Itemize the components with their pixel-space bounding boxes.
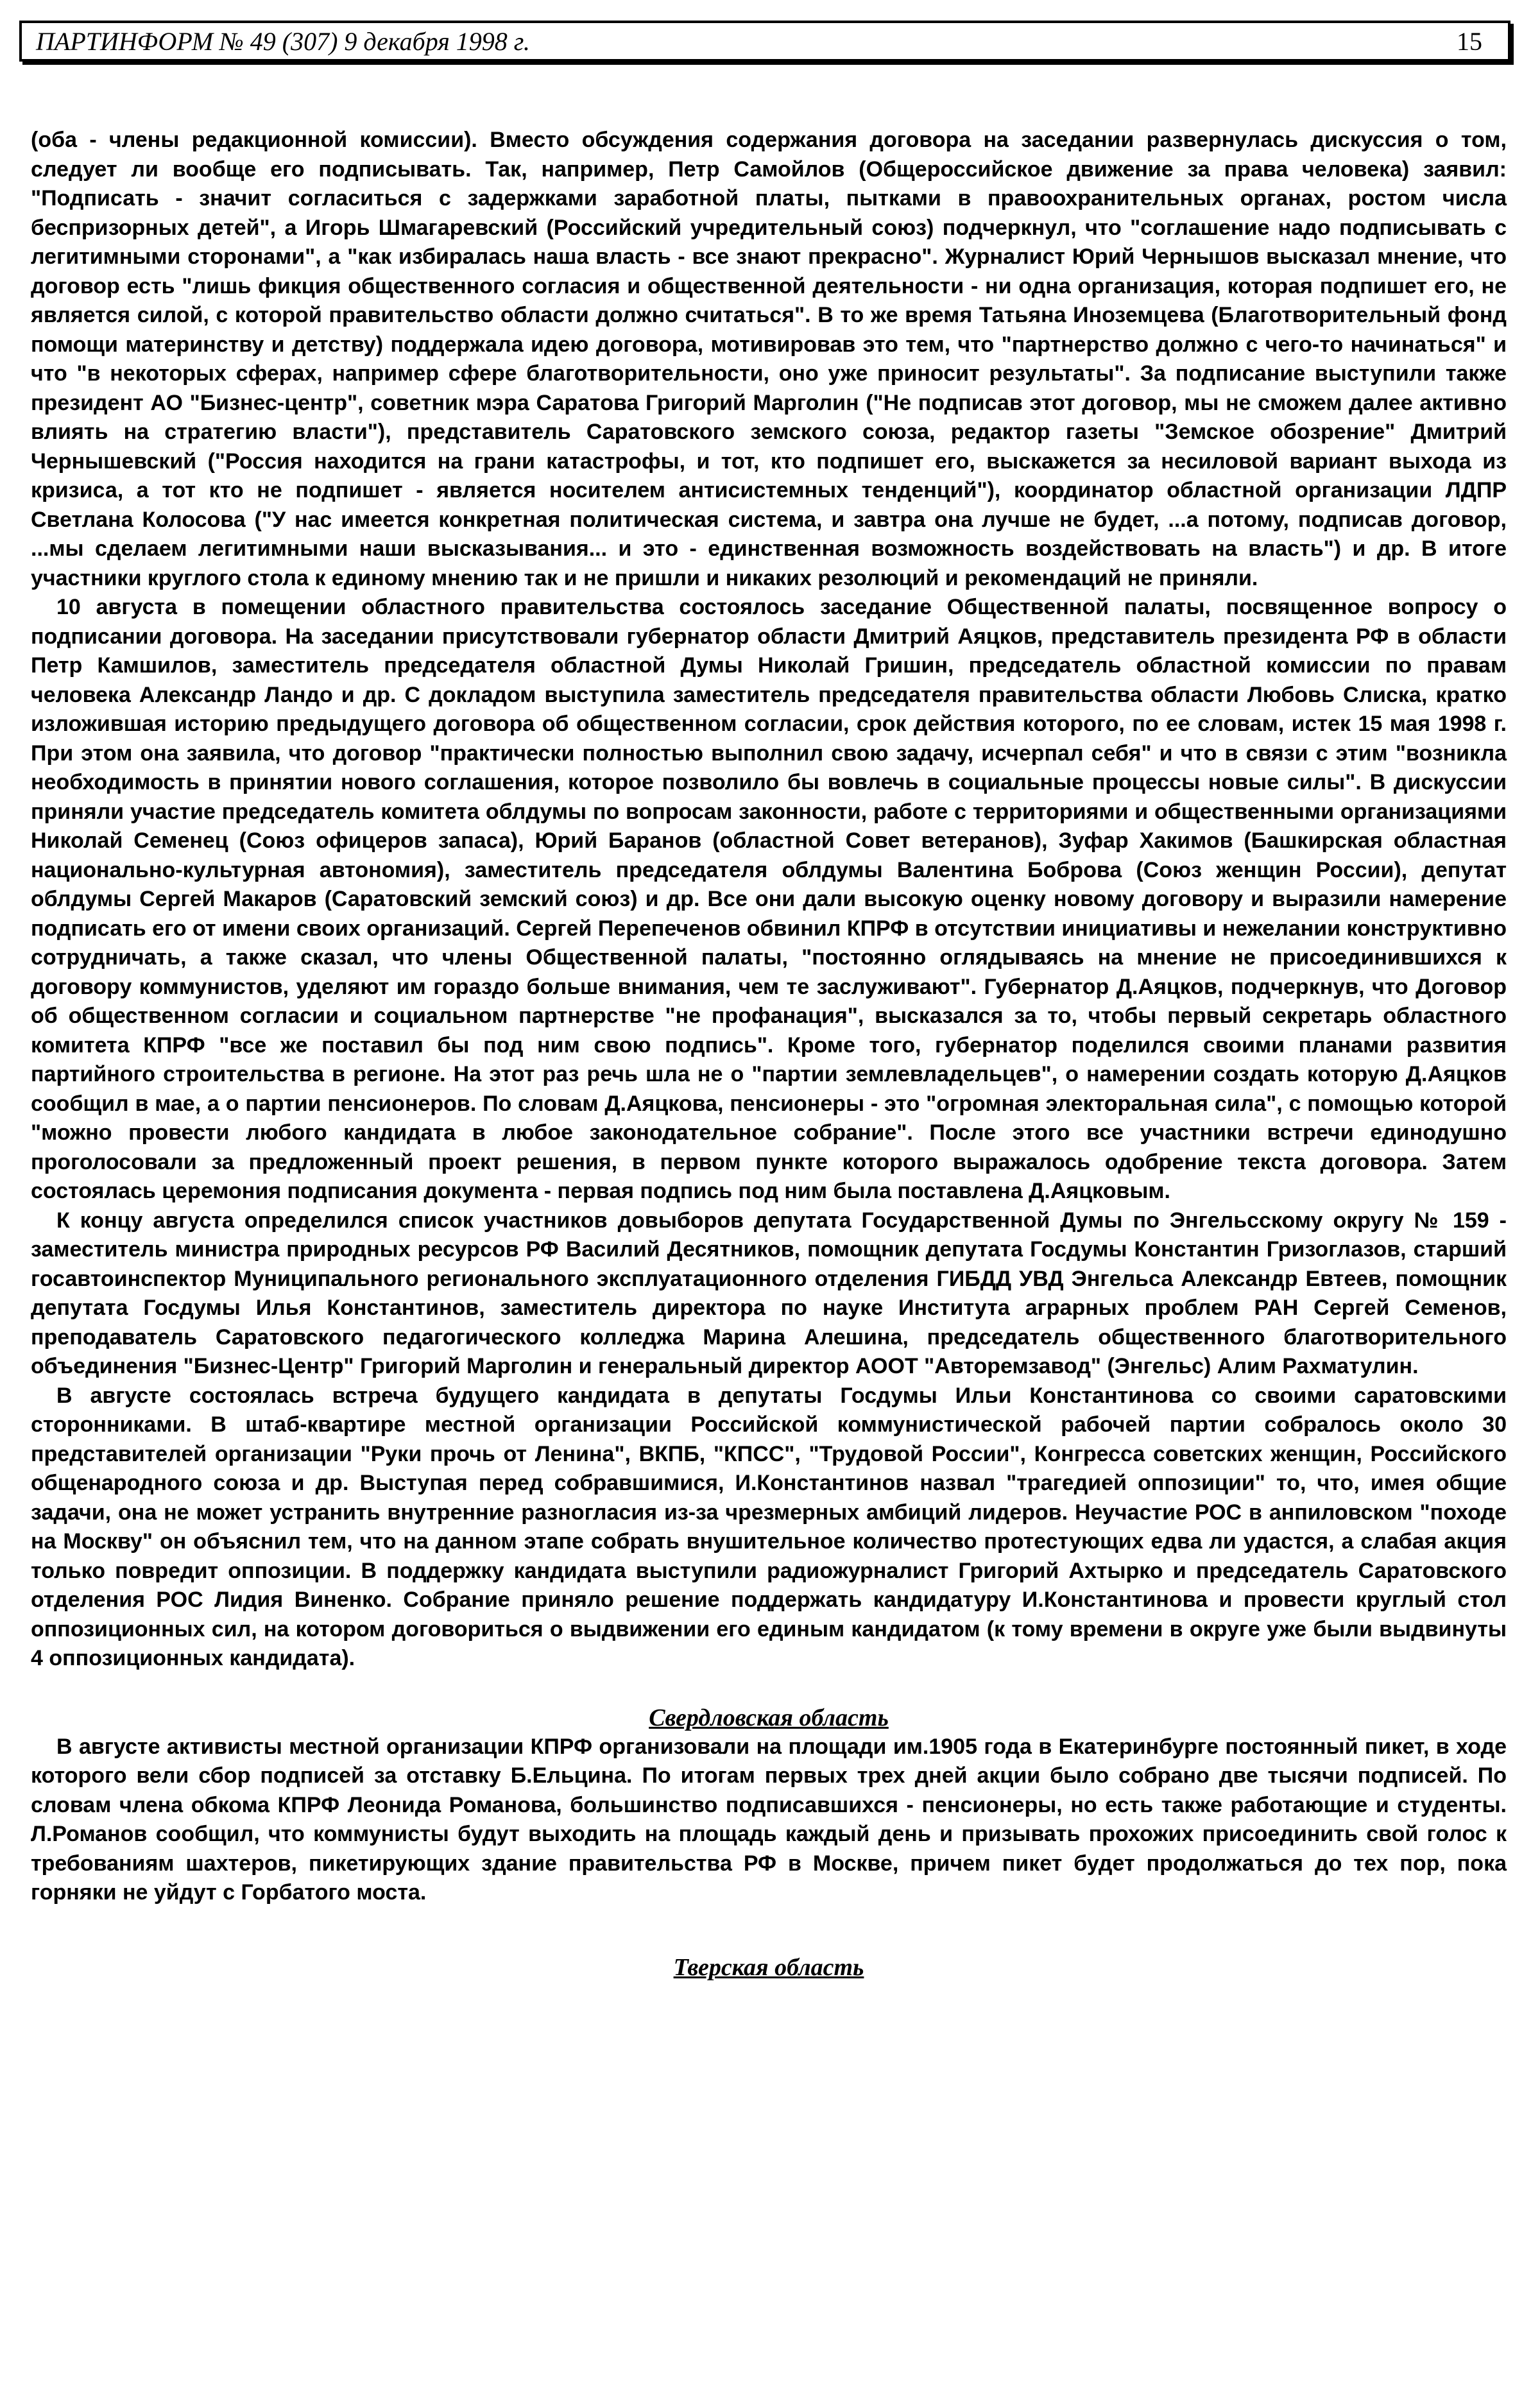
section-title-sverdlovsk: Свердловская область <box>649 1704 889 1731</box>
publication-title: ПАРТИНФОРМ № 49 (307) 9 декабря 1998 г. <box>36 26 530 56</box>
page-number: 15 <box>1457 26 1482 56</box>
paragraph-candidates-list: К концу августа определился список участников довыборов депутата Государственной Думы по Энгельсскому округу № 159 - заместитель министра природных ресурсов РФ Василий Десятников, помощник депутата Госдумы Константин Гризоглазов, старший госавтоинспектор Муниципального регионального эксплуатационного отделения ГИБДД УВД Энгельса Александр Евтеев, помощник депутата Госдумы Илья Константинов, заместитель директора по науке Института аграрных проблем РАН Сергей Семенов, преподаватель Саратовского педагогического колледжа Марина Алешина, председатель общественного благотворительного объединения "Бизнес-Центр" Григорий Марголин и генеральный директор АООТ "Авторемзавод" (Энгельс) Алим Рахматулин. <box>31 1208 1507 1378</box>
page-header <box>19 21 1510 62</box>
section-title-tver: Тверская область <box>673 1953 864 1981</box>
paragraph-round-table: (оба - члены редакционной комиссии). Вместо обсуждения содержания договора на заседании развернулась дискуссия о том, следует ли вообще его подписывать. Так, например, Петр Самойлов (Общероссийское движение за права человека) заявил: "Подписать - значит согласиться с задержками заработной платы, пытками в правоохранительных органах, ростом числа беспризорных детей", а Игорь Шмагаревский (Российский учредительный союз) подчеркнул, что "соглашение надо подписывать с легитимными сторонами", а "как избиралась наша власть - все знают прекрасно". Журналист Юрий Чернышов высказал мнение, что договор есть "лишь фикция общественного согласия и общественной деятельности - ни одна организация, которая подпишет его, не является силой, с которой правительство области должно считаться". В то же время Татьяна Иноземцева (Благотворительный фонд помощи материнству и детству) поддержала идею договора, мотивировав это тем, что "партнерство должно с чего-то начинаться" и что "в некоторых сферах, например сфере благотворительности, оно уже приносит результаты". За подписание выступили также президент АО "Бизнес-центр", советник мэра Саратова Григорий Марголин ("Не подписав этот договор, мы не сможем далее активно влиять на стратегию власти"), представитель Саратовского земского союза, редактор газеты "Земское обозрение" Дмитрий Чернышевский ("Россия находится на грани катастрофы, и тот, кто подпишет его, выскажется за несиловой вариант выхода из кризиса, а тот кто не подпишет - является носителем антисистемных тенденций"), координатор областной организации ЛДПР Светлана Колосова ("У нас имеется конкретная политическая система, и завтра она лучше не будет, ...а потому, подписав договор, ...мы сделаем легитимными наши высказывания... и это - единственная возможность воздействовать на власть") и др. В итоге участники круглого стола к единому мнению так и не пришли и никаких резолюций и рекомендаций не приняли. <box>31 128 1507 590</box>
article-body <box>31 126 1507 1982</box>
paragraph-public-chamber: 10 августа в помещении областного правительства состоялось заседание Общественной палаты, посвященное вопросу о подписании договора. На заседании присутствовали губернатор области Дмитрий Аяцков, представитель президента РФ в области Петр Камшилов, заместитель председателя областной Думы Николай Гришин, председатель областной комиссии по правам человека Александр Ландо и др. С докладом выступила заместитель председателя правительства области Любовь Слиска, кратко изложившая историю предыдущего договора об общественном согласии, срок действия которого, по ее словам, истек 15 мая 1998 г. При этом она заявила, что договор "практически полностью выполнил свою задачу, исчерпал себя" и что в связи с этим "возникла необходимость в принятии нового соглашения, которое позволило бы вовлечь в социальные процессы новые силы". В дискуссии приняли участие председатель комитета облдумы по вопросам законности, работе с территориями и общественными организациями Николай Семенец (Союз офицеров запаса), Юрий Баранов (областной Совет ветеранов), Зуфар Хакимов (Башкирская областная национально-культурная автономия), заместитель председателя облдумы Валентина Боброва (Союз женщин России), депутат облдумы Сергей Макаров (Саратовский земский союз) и др. Все они дали высокую оценку новому договору и выразили намерение подписать его от имени своих организаций. Сергей Перепеченов обвинил КПРФ в отсутствии инициативы и нежелании конструктивно сотрудничать, а также сказал, что члены Общественной палаты, "постоянно оглядываясь на мнение не присоединившихся к договору коммунистов, уделяют им гораздо больше внимания, чем те заслуживают". Губернатор Д.Аяцков, подчеркнув, что Договор об общественном согласии и социальном партнерстве "не профанация", высказался за то, чтобы первый секретарь областного комитета КПРФ "все же поставил бы под ним свою подпись". Кроме того, губернатор поделился своими планами развития партийного строительства в регионе. На этот раз речь шла не о "партии землевладельцев", о намерении создать которую Д.Аяцков сообщил в мае, а о партии пенсионеров. По словам Д.Аяцкова, пенсионеры - это "огромная электоральная сила", с помощью которой "можно провести любого кандидата в любое законодательное собрание". После этого все участники встречи единодушно проголосовали за предложенный проект решения, в первом пункте которого выражалось одобрение текста договора. Затем состоялась церемония подписания документа - первая подпись под ним была поставлена Д.Аяцковым. <box>31 595 1507 1203</box>
paragraph-konstantinov-meeting: В августе состоялась встреча будущего кандидата в депутаты Госдумы Ильи Константинова со своими саратовскими сторонниками. В штаб-квартире местной организации Российской коммунистической рабочей партии собралось около 30 представителей организации "Руки прочь от Ленина", ВКПБ, "КПСС", "Трудовой России", Конгресса советских женщин, Российского общенародного союза и др. Выступая перед собравшимися, И.Константинов назвал "трагедией оппозиции" то, что, имея общие задачи, она не может устранить внутренние разногласия из-за чрезмерных амбиций лидеров. Неучастие РОС в анпиловском "походе на Москву" он объяснил тем, что на данном этапе собрать внушительное количество протестующих едва ли удастся, а слабая акция только повредит оппозиции. В поддержку кандидата выступили радиожурналист Григорий Ахтырко и председатель Саратовского отделения РОС Лидия Виненко. Собрание приняло решение поддержать кандидатуру И.Константинова и провести круглый стол оппозиционных сил, на котором договориться о выдвижении его единым кандидатом (к тому времени в округе уже были выдвинуты 4 оппозиционных кандидата). <box>31 1383 1507 1670</box>
paragraph-sverdlovsk: В августе активисты местной организации КПРФ организовали на площади им.1905 года в Екатеринбурге постоянный пикет, в ходе которого вели сбор подписей за отставку Б.Ельцина. По итогам первых трех дней акции было собрано две тысячи подписей. По словам члена обкома КПРФ Леонида Романова, большинство подписавшихся - пенсионеры, но есть также работающие и студенты. Л.Романов сообщил, что коммунисты будут выходить на площадь каждый день и призывать прохожих присоединить свой голос к требованиям шахтеров, пикетирующих здание правительства РФ в Москве, причем пикет будет продолжаться до тех пор, пока горняки не уйдут с Горбатого моста. <box>31 1734 1507 1905</box>
